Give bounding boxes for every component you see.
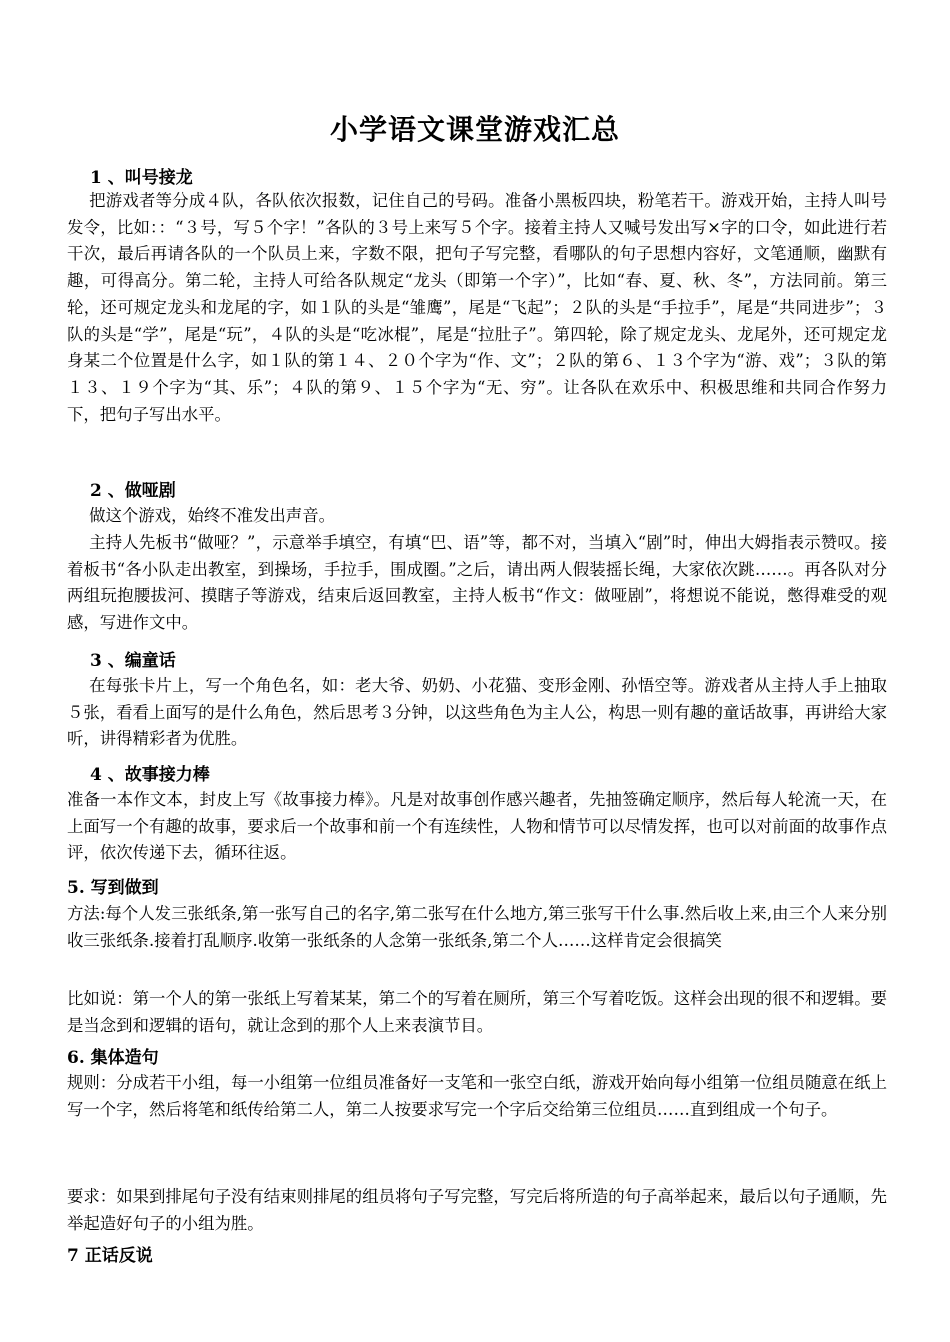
section-5-paragraph-1: 方法:每个人发三张纸条,第一张写自己的名字,第二张写在什么地方,第三张写干什么事.然后收上来,由三个人来分别收三张纸条.接着打乱顺序.收第一张纸条的人念第一张纸条,第二个人……这样肯定会很搞笑 [67, 904, 887, 950]
section-heading-7: 7 正话反说 [67, 1246, 153, 1266]
section-4-paragraph-1: 准备一本作文本，封皮上写《故事接力棒》。凡是对故事创作感兴趣者，先抽签确定顺序，然后每人轮流一天，在上面写一个有趣的故事，要求后一个故事和前一个有连续性，人物和情节可以尽情发挥，也可以对前面的故事作点评，依次传递下去，循环往返。 [67, 790, 887, 863]
section-5-paragraph-2: 比如说：第一个人的第一张纸上写着某某，第二个的写着在厕所，第三个写着吃饭。这样会出现的很不和逻辑。要是当念到和逻辑的语句，就让念到的那个人上来表演节目。 [67, 989, 887, 1035]
section-heading-5: 5. 写到做到 [67, 878, 159, 898]
section-2-paragraph-1: 做这个游戏，始终不准发出声音。 [89, 506, 335, 525]
section-6-paragraph-1: 规则：分成若干小组，每一小组第一位组员准备好一支笔和一张空白纸，游戏开始向每小组第一位组员随意在纸上写一个字，然后将笔和纸传给第二人，第二人按要求写完一个字后交给第三位组员……直到组成一个句子。 [67, 1073, 887, 1119]
section-heading-2: 2 、做哑剧 [90, 481, 176, 501]
section-6-paragraph-2: 要求：如果到排尾句子没有结束则排尾的组员将句子写完整，写完后将所造的句子高举起来，最后以句子通顺，先举起造好句子的小组为胜。 [67, 1187, 887, 1233]
section-heading-6: 6. 集体造句 [67, 1048, 159, 1068]
section-1-paragraph-1: 把游戏者等分成４队，各队依次报数，记住自己的号码。准备小黑板四块，粉笔若干。游戏开始，主持人叫号发令，比如：：“３号，写５个字！”各队的３号上来写５个字。接着主持人又喊号发出写×字的口令，如此进行若干次，最后再请各队的一个队员上来，字数不限，把句子写完整，看哪队的句子思想内容好，文笔通顺，幽默有趣，可得高分。第二轮，主持人可给各队规定“龙头（即第一个字）”，比如“春、夏、秋、冬”，方法同前。第三轮，还可规定龙头和龙尾的字，如１队的头是“雏鹰”，尾是“飞起”；２队的头是“手拉手”，尾是“共同进步”；３队的头是“学”，尾是“玩”，４队的头是“吃冰棍”，尾是“拉肚子”。第四轮，除了规定龙头、龙尾外，还可规定龙身某二个位置是什么字，如１队的第１４、２０个字为“作、文”；２队的第６、１３个字为“游、戏”；３队的第１３、１９个字为“其、乐”；４队的第９、１５个字为“无、穷”。让各队在欢乐中、积极思维和共同合作努力下，把句子写出水平。 [67, 191, 887, 424]
section-2-paragraph-2: 主持人先板书“做哑？”，示意举手填空，有填“巴、语”等，都不对，当填入“剧”时，伸出大姆指表示赞叹。接着板书“各小队走出教室，到操场，手拉手，围成圈。”之后，请出两人假装摇长绳，大家依次跳……。再各队对分两组玩抱腰拔河、摸瞎子等游戏，结束后返回教室，主持人板书“作文：做哑剧”，将想说不能说，憋得难受的观感，写进作文中。 [67, 533, 887, 633]
section-heading-1: 1 、叫号接龙 [90, 168, 193, 188]
section-3-paragraph-1: 在每张卡片上，写一个角色名，如：老大爷、奶奶、小花猫、变形金刚、孙悟空等。游戏者从主持人手上抽取５张，看看上面写的是什么角色，然后思考３分钟，以这些角色为主人公，构思一则有趣的童话故事，再讲给大家听，讲得精彩者为优胜。 [67, 676, 887, 749]
document-title: 小学语文课堂游戏汇总 [329, 113, 620, 146]
section-heading-3: 3 、编童话 [90, 651, 176, 671]
section-heading-4: 4 、故事接力棒 [90, 765, 210, 785]
